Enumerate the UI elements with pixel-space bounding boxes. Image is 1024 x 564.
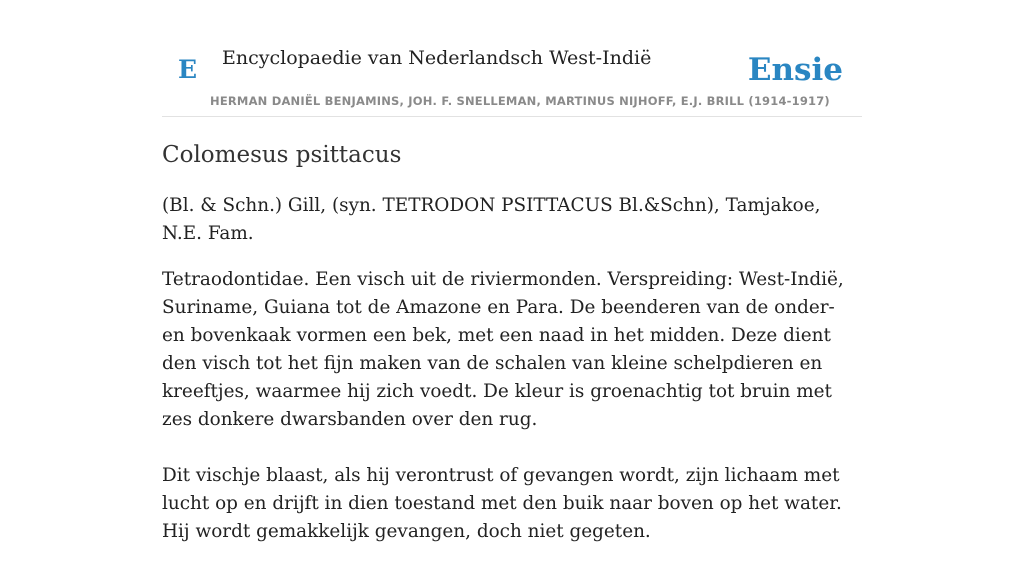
source-logo[interactable]: E (178, 55, 198, 84)
article-paragraph: Dit vischje blaast, als hij verontrust of gevangen wordt, zijn lichaam met lucht op en drijft in dien toestand met den buik naar boven op het water. Hij wordt gemakkelijk gevangen, doch niet gegeten. (162, 465, 842, 542)
article-paragraph: Tetraodontidae. Een visch uit de riviermonden. Verspreiding: West-Indië, Suriname, Guiana tot de Amazone en Para. De beenderen van de onder- en bovenkaak vormen een bek, met een naad in het midden. Deze dient den visch tot het fijn maken van de schalen van kleine schelpdieren en kreeftjes, waarmee hij zich voedt. De kleur is groenachtig tot bruin met zes donkere dwarsbanden over den rug. (162, 269, 844, 430)
article-body (162, 192, 862, 564)
article-paragraph: (Bl. & Schn.) Gill, (syn. TETRODON PSITTACUS Bl.&Schn), Tamjakoe, N.E. Fam. (162, 195, 821, 244)
article-title: Colomesus psittacus (162, 142, 402, 168)
source-header (162, 0, 862, 117)
source-title[interactable]: Encyclopaedie van Nederlandsch West-Indië (222, 47, 652, 69)
ensie-logo[interactable]: Ensie (747, 52, 843, 88)
source-authors: HERMAN DANIËL BENJAMINS, JOH. F. SNELLEMAN, MARTINUS NIJHOFF, E.J. BRILL (1914-1917) (210, 94, 830, 108)
